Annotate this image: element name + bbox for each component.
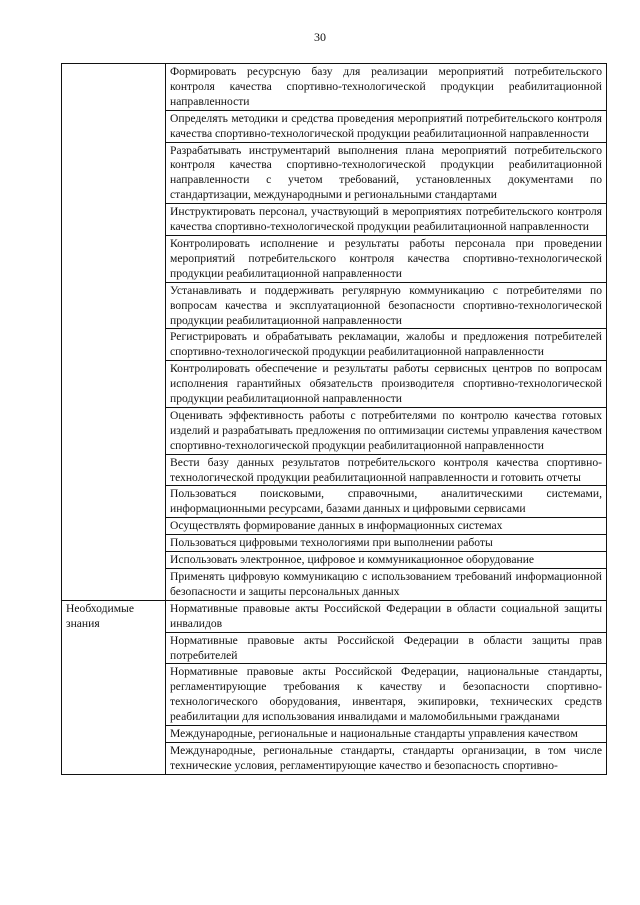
knowledge-item: Нормативные правовые акты Российской Федерации, национальные стандарты, регламентирующие требования к качеству и безопасности спортивно-технологического оборудования, инвентаря, экипировки, технических средств реабилитации для использования инвалидами и маломобильными гражданами — [166, 664, 607, 726]
skills-item: Контролировать обеспечение и результаты работы сервисных центров по вопросам исполнения гарантийных обязательств производителя спортивно-технологической продукции реабилитационной направленности — [166, 361, 607, 408]
skills-item: Использовать электронное, цифровое и коммуникационное оборудование — [166, 552, 607, 569]
skills-item: Осуществлять формирование данных в информационных системах — [166, 518, 607, 535]
skills-item: Определять методики и средства проведения мероприятий потребительского контроля качества спортивно-технологической продукции реабилитационной направленности — [166, 110, 607, 142]
knowledge-item: Нормативные правовые акты Российской Федерации в области защиты прав потребителей — [166, 632, 607, 664]
skills-item: Инструктировать персонал, участвующий в мероприятиях потребительского контроля качества спортивно-технологической продукции реабилитационной направленности — [166, 204, 607, 236]
knowledge-item: Нормативные правовые акты Российской Федерации в области социальной защиты инвалидов — [166, 600, 607, 632]
skills-item: Контролировать исполнение и результаты работы персонала при проведении мероприятий потребительского контроля качества спортивно-технологической продукции реабилитационной направленности — [166, 235, 607, 282]
skills-item: Пользоваться цифровыми технологиями при выполнении работы — [166, 535, 607, 552]
table-row — [62, 64, 607, 111]
requirements-table — [61, 63, 607, 775]
skills-item: Вести базу данных результатов потребительского контроля качества спортивно-технологической продукции реабилитационной направленности и готовить отчеты — [166, 454, 607, 486]
skills-item: Пользоваться поисковыми, справочными, аналитическими системами, информационными ресурсами, базами данных и цифровыми сервисами — [166, 486, 607, 518]
knowledge-item: Международные, региональные и национальные стандарты управления качеством — [166, 726, 607, 743]
skills-item: Формировать ресурсную базу для реализации мероприятий потребительского контроля качества спортивно-технологической продукции реабилитационной направленности — [166, 64, 607, 111]
skills-label-cell — [62, 64, 166, 601]
knowledge-label-cell: Необходимые знания — [62, 600, 166, 774]
skills-item: Применять цифровую коммуникацию с использованием требований информационной безопасности и защиты персональных данных — [166, 569, 607, 601]
skills-item: Оценивать эффективность работы с потребителями по контролю качества готовых изделий и разрабатывать предложения по оптимизации системы управления качеством спортивно-технологической продукции реабилитационной направленности — [166, 407, 607, 454]
skills-item: Устанавливать и поддерживать регулярную коммуникацию с потребителями по вопросам качества и эксплуатационной безопасности спортивно-технологической продукции реабилитационной направленности — [166, 282, 607, 329]
skills-item: Регистрировать и обрабатывать рекламации, жалобы и предложения потребителей спортивно-технологической продукции реабилитационной направленности — [166, 329, 607, 361]
page-number: 30 — [314, 30, 326, 44]
table-row — [62, 600, 607, 632]
skills-item: Разрабатывать инструментарий выполнения плана мероприятий потребительского контроля качества спортивно-технологической продукции реабилитационной направленности с учетом требований, установленных документами по стандартизации, международными и региональными стандартами — [166, 142, 607, 204]
knowledge-item: Международные, региональные стандарты, стандарты организации, в том числе технические условия, регламентирующие качество и безопасность спортивно- — [166, 742, 607, 774]
